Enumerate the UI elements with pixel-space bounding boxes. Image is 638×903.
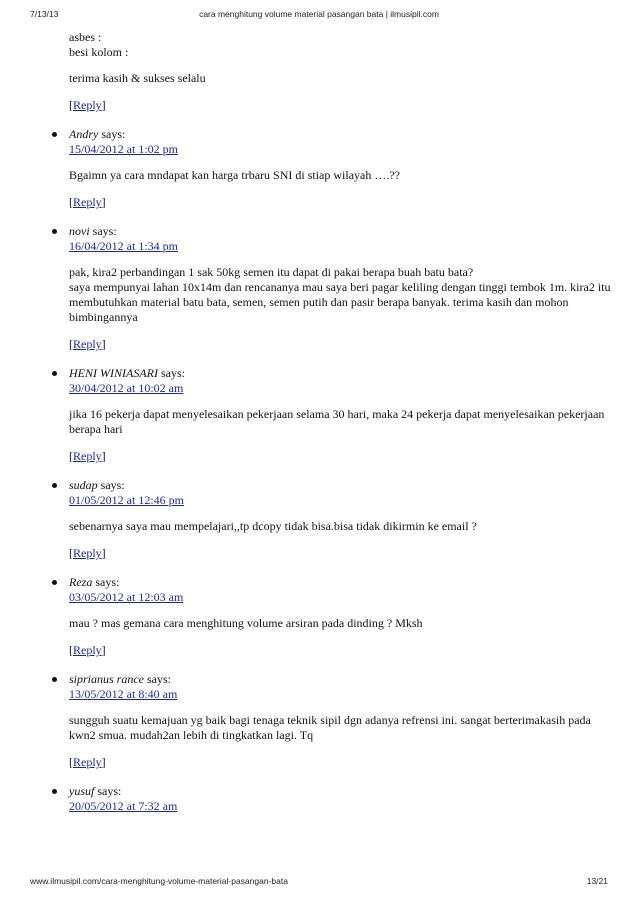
comments-content (0, 30, 638, 814)
comment-date-link[interactable]: 30/04/2012 at 10:02 am (69, 381, 184, 395)
comment-item (69, 575, 614, 658)
print-url: www.ilmusipil.com/cara-menghitung-volume-material-pasangan-bata (30, 876, 288, 886)
comment-date-link[interactable]: 15/04/2012 at 1:02 pm (69, 142, 178, 156)
says-label: says: (89, 224, 117, 238)
bullet-icon (52, 483, 57, 488)
bullet-icon (52, 229, 57, 234)
reply-line (69, 195, 614, 210)
comment-author-line (69, 224, 614, 239)
comment-date-link[interactable]: 16/04/2012 at 1:34 pm (69, 239, 178, 253)
bullet-icon (52, 580, 57, 585)
comment-item (69, 366, 614, 464)
comment-author: Andry (69, 127, 99, 141)
comment-author-line (69, 366, 614, 381)
print-date: 7/13/13 (30, 9, 59, 19)
print-page-title: cara menghitung volume material pasangan bata | ilmusipil.com (199, 9, 439, 19)
intro-line: besi kolom : (69, 45, 129, 59)
reply-bracket: [ (69, 546, 73, 560)
comment-text: sebenarnya saya mau mempelajari,,tp dcopy tidak bisa.bisa tidak dikirmin ke email ? (69, 519, 477, 533)
comment-author-line (69, 672, 614, 687)
page-number: 13/21 (586, 876, 608, 886)
comment-item (69, 127, 614, 210)
reply-bracket: [ (69, 98, 73, 112)
bullet-icon (52, 677, 57, 682)
reply-bracket: [ (69, 195, 73, 209)
reply-bracket: ] (101, 98, 106, 112)
comment-text: sungguh suatu kemajuan yg baik bagi tenaga teknik sipil dgn adanya refrensi ini. sangat berterimakasih pada kwn2 smua. mudah2an lebih di tingkatkan lagi. Tq (69, 713, 591, 742)
comment-date-link[interactable]: 03/05/2012 at 12:03 am (69, 590, 184, 604)
says-label: says: (94, 784, 122, 798)
comment-date-link[interactable]: 01/05/2012 at 12:46 pm (69, 493, 184, 507)
reply-bracket: ] (101, 643, 106, 657)
reply-link[interactable]: Reply (73, 546, 102, 560)
reply-link[interactable]: Reply (73, 755, 102, 769)
reply-line (69, 755, 614, 770)
comment-item (69, 478, 614, 561)
comment-author: siprianus rance (69, 672, 144, 686)
reply-bracket: ] (101, 449, 106, 463)
reply-bracket: [ (69, 755, 73, 769)
says-label: says: (97, 478, 125, 492)
says-label: says: (144, 672, 171, 686)
reply-line (69, 449, 614, 464)
reply-bracket: ] (101, 195, 106, 209)
comment-author-line (69, 127, 614, 142)
reply-link[interactable]: Reply (73, 195, 102, 209)
comment-text: saya mempunyai lahan 10x14m dan rencananya mau saya beri pagar keliling dengan tinggi tembok 1m. kira2 itu membutuhkan material batu bata, semen, semen putih dan pasir berapa banyak. terima kasih dan mohon bimbingannya (69, 280, 611, 324)
comment-author: yusuf (69, 784, 95, 798)
reply-bracket: [ (69, 337, 73, 351)
comment-text: mau ? mas gemana cara menghitung volume arsiran pada dinding ? Mksh (69, 616, 423, 630)
reply-bracket: ] (101, 755, 106, 769)
comment-text: Bgaimn ya cara mndapat kan harga trbaru SNI di stiap wilayah ….?? (69, 168, 401, 182)
comment-author-line (69, 478, 614, 493)
reply-line (69, 546, 614, 561)
reply-link[interactable]: Reply (73, 337, 102, 351)
reply-bracket: ] (101, 546, 106, 560)
reply-link[interactable]: Reply (73, 643, 102, 657)
intro-line: terima kasih & sukses selalu (69, 71, 206, 85)
comment-author: Reza (69, 575, 93, 589)
print-header (30, 9, 608, 21)
reply-bracket: [ (69, 643, 73, 657)
says-label: says: (98, 127, 126, 141)
reply-link[interactable]: Reply (73, 98, 102, 112)
comment-author-line (69, 784, 614, 799)
intro-line: asbes : (69, 30, 102, 44)
reply-bracket: [ (69, 449, 73, 463)
comment-body (69, 616, 614, 631)
reply-line (69, 98, 609, 113)
comment-date-link[interactable]: 13/05/2012 at 8:40 am (69, 687, 178, 701)
comment-author: HENI WINIASARI (69, 366, 158, 380)
bullet-icon (52, 789, 57, 794)
comment-author-line (69, 575, 614, 590)
comment-item (69, 224, 614, 352)
comment-body (69, 168, 614, 183)
comment-body (69, 265, 614, 325)
print-footer (30, 876, 608, 888)
bullet-icon (52, 132, 57, 137)
comment-date-link[interactable]: 20/05/2012 at 7:32 am (69, 799, 178, 813)
comment-item (69, 672, 614, 770)
comment-item (69, 784, 614, 814)
comment-author: sudap (69, 478, 98, 492)
comment-text: jika 16 pekerja dapat menyelesaikan pekerjaan selama 30 hari, maka 24 pekerja dapat menyelesaikan pekerjaan berapa hari (69, 407, 605, 436)
says-label: says: (157, 366, 185, 380)
bullet-icon (52, 371, 57, 376)
comment-list (0, 127, 638, 814)
comment-body (69, 519, 614, 534)
intro-comment-tail (69, 30, 609, 113)
comment-author: novi (69, 224, 90, 238)
reply-bracket: ] (101, 337, 106, 351)
reply-line (69, 643, 614, 658)
reply-line (69, 337, 614, 352)
says-label: says: (92, 575, 120, 589)
comment-text: pak, kira2 perbandingan 1 sak 50kg semen itu dapat di pakai berapa buah batu bata? (69, 265, 474, 279)
comment-body (69, 713, 614, 743)
reply-link[interactable]: Reply (73, 449, 102, 463)
comment-body (69, 407, 614, 437)
